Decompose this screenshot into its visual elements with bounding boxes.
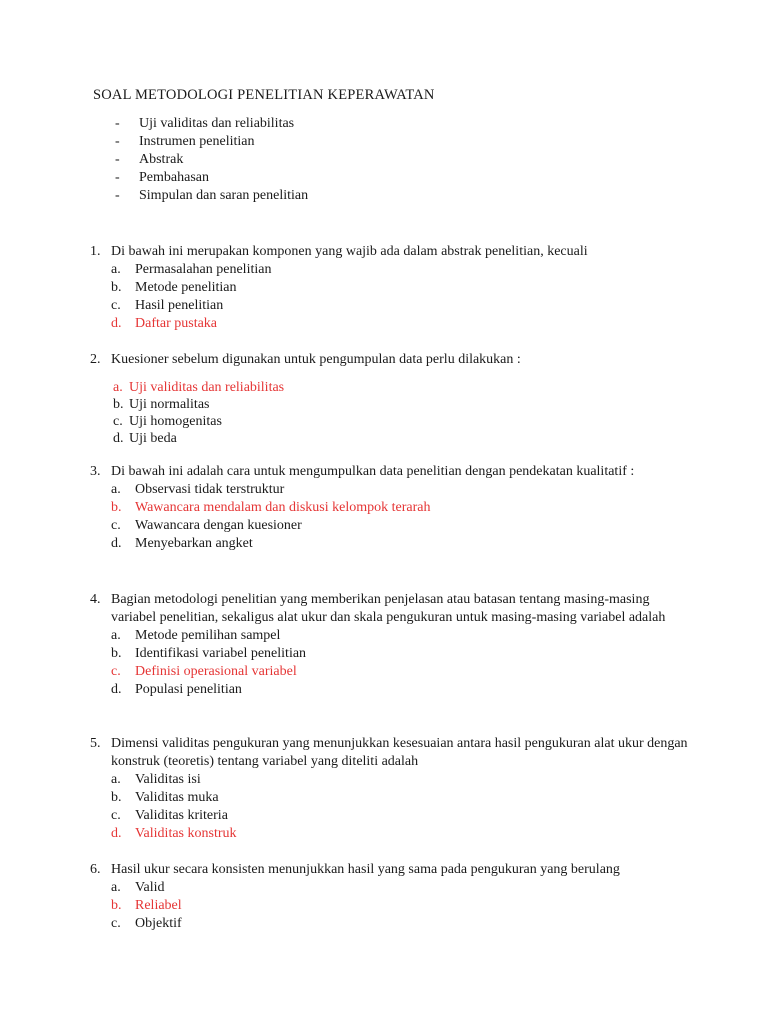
- topic-text: Instrumen penelitian: [139, 134, 255, 149]
- option-d-answer: [90, 825, 690, 843]
- option-text: Validitas kriteria: [135, 808, 228, 823]
- question-stem: [90, 463, 690, 481]
- option-letter: c.: [111, 808, 121, 823]
- option-b-answer: [90, 499, 690, 517]
- option-list: [90, 627, 690, 699]
- option-letter: d.: [113, 431, 124, 446]
- topic-item: [115, 115, 308, 133]
- option-c: [90, 915, 690, 933]
- question-number: 2.: [90, 352, 101, 367]
- topic-list: [115, 115, 308, 205]
- option-c: [90, 297, 690, 315]
- option-letter: a.: [111, 880, 121, 895]
- option-text: Hasil penelitian: [135, 298, 224, 313]
- option-text: Definisi operasional variabel: [135, 664, 297, 679]
- question-text: Kuesioner sebelum digunakan untuk pengumpulan data perlu dilakukan :: [111, 352, 521, 367]
- option-list: [90, 379, 690, 447]
- question-1: [90, 243, 690, 333]
- option-b: [90, 279, 690, 297]
- option-text: Wawancara dengan kuesioner: [135, 518, 302, 533]
- option-letter: c.: [113, 414, 123, 429]
- option-b-answer: [90, 897, 690, 915]
- option-text: Validitas konstruk: [135, 826, 237, 841]
- question-number: 3.: [90, 464, 101, 479]
- option-letter: c.: [111, 298, 121, 313]
- question-number: 5.: [90, 736, 101, 751]
- option-letter: b.: [111, 646, 122, 661]
- topic-item: [115, 133, 308, 151]
- option-text: Populasi penelitian: [135, 682, 242, 697]
- option-letter: b.: [111, 790, 122, 805]
- question-text: Hasil ukur secara konsisten menunjukkan hasil yang sama pada pengukuran yang berulang: [111, 862, 620, 877]
- option-letter: b.: [111, 898, 122, 913]
- topic-text: Abstrak: [139, 152, 184, 167]
- option-letter: b.: [111, 500, 122, 515]
- topic-text: Pembahasan: [139, 170, 209, 185]
- option-list: [90, 481, 690, 553]
- question-number: 4.: [90, 592, 101, 607]
- option-text: Reliabel: [135, 898, 182, 913]
- option-b: [90, 645, 690, 663]
- option-letter: d.: [111, 316, 122, 331]
- question-stem: [90, 861, 690, 879]
- topic-item: [115, 169, 308, 187]
- question-4: [90, 591, 690, 699]
- option-letter: a.: [113, 380, 123, 395]
- option-text: Uji homogenitas: [129, 414, 222, 429]
- question-stem: [90, 351, 690, 369]
- question-number: 6.: [90, 862, 101, 877]
- option-letter: a.: [111, 262, 121, 277]
- question-6: [90, 861, 690, 933]
- option-c: [90, 807, 690, 825]
- question-text: Di bawah ini adalah cara untuk mengumpulkan data penelitian dengan pendekatan kualitatif :: [111, 464, 635, 479]
- option-letter: b.: [113, 397, 124, 412]
- option-letter: a.: [111, 482, 121, 497]
- question-2: [90, 351, 690, 447]
- option-b: [90, 789, 690, 807]
- question-stem: [90, 243, 690, 261]
- option-letter: d.: [111, 826, 122, 841]
- option-d-answer: [90, 315, 690, 333]
- option-list: [90, 879, 690, 933]
- option-text: Metode pemilihan sampel: [135, 628, 281, 643]
- option-a: [90, 771, 690, 789]
- option-a: [90, 627, 690, 645]
- bullet-dash: -: [115, 116, 120, 131]
- option-text: Uji normalitas: [129, 397, 210, 412]
- option-a-answer: [90, 379, 690, 396]
- option-letter: b.: [111, 280, 122, 295]
- option-letter: c.: [111, 518, 121, 533]
- document-title: SOAL METODOLOGI PENELITIAN KEPERAWATAN: [93, 87, 435, 103]
- question-stem: [90, 735, 690, 771]
- option-c: [90, 517, 690, 535]
- topic-item: [115, 187, 308, 205]
- option-text: Valid: [135, 880, 165, 895]
- option-list: [90, 261, 690, 333]
- option-list: [90, 771, 690, 843]
- option-a: [90, 261, 690, 279]
- option-text: Metode penelitian: [135, 280, 237, 295]
- option-a: [90, 481, 690, 499]
- bullet-dash: -: [115, 134, 120, 149]
- bullet-dash: -: [115, 188, 120, 203]
- topic-item: [115, 151, 308, 169]
- option-c: [90, 413, 690, 430]
- option-letter: d.: [111, 536, 122, 551]
- topic-text: Simpulan dan saran penelitian: [139, 188, 309, 203]
- option-b: [90, 396, 690, 413]
- question-3: [90, 463, 690, 553]
- question-text: Di bawah ini merupakan komponen yang wajib ada dalam abstrak penelitian, kecuali: [111, 244, 588, 259]
- option-a: [90, 879, 690, 897]
- question-text: Dimensi validitas pengukuran yang menunjukkan kesesuaian antara hasil pengukuran alat ukur dengan konstruk (teoretis) tentang variabel yang diteliti adalah: [111, 736, 688, 769]
- option-text: Daftar pustaka: [135, 316, 218, 331]
- question-text: Bagian metodologi penelitian yang memberikan penjelasan atau batasan tentang masing-masing variabel penelitian, sekaligus alat ukur dan skala pengukuran untuk masing-masing variabel adalah: [111, 592, 666, 625]
- bullet-dash: -: [115, 170, 120, 185]
- option-text: Uji validitas dan reliabilitas: [129, 380, 285, 395]
- option-text: Uji beda: [129, 431, 177, 446]
- bullet-dash: -: [115, 152, 120, 167]
- option-text: Validitas isi: [135, 772, 201, 787]
- option-d: [90, 430, 690, 447]
- option-letter: c.: [111, 916, 121, 931]
- option-text: Validitas muka: [135, 790, 219, 805]
- option-text: Permasalahan penelitian: [135, 262, 272, 277]
- question-stem: [90, 591, 690, 627]
- option-text: Wawancara mendalam dan diskusi kelompok terarah: [135, 500, 431, 515]
- question-5: [90, 735, 690, 843]
- option-letter: a.: [111, 628, 121, 643]
- option-text: Objektif: [135, 916, 182, 931]
- option-letter: c.: [111, 664, 121, 679]
- option-d: [90, 535, 690, 553]
- question-number: 1.: [90, 244, 101, 259]
- option-text: Menyebarkan angket: [135, 536, 253, 551]
- option-letter: a.: [111, 772, 121, 787]
- option-letter: d.: [111, 682, 122, 697]
- topic-text: Uji validitas dan reliabilitas: [139, 116, 295, 131]
- option-c-answer: [90, 663, 690, 681]
- option-text: Identifikasi variabel penelitian: [135, 646, 307, 661]
- option-text: Observasi tidak terstruktur: [135, 482, 285, 497]
- option-d: [90, 681, 690, 699]
